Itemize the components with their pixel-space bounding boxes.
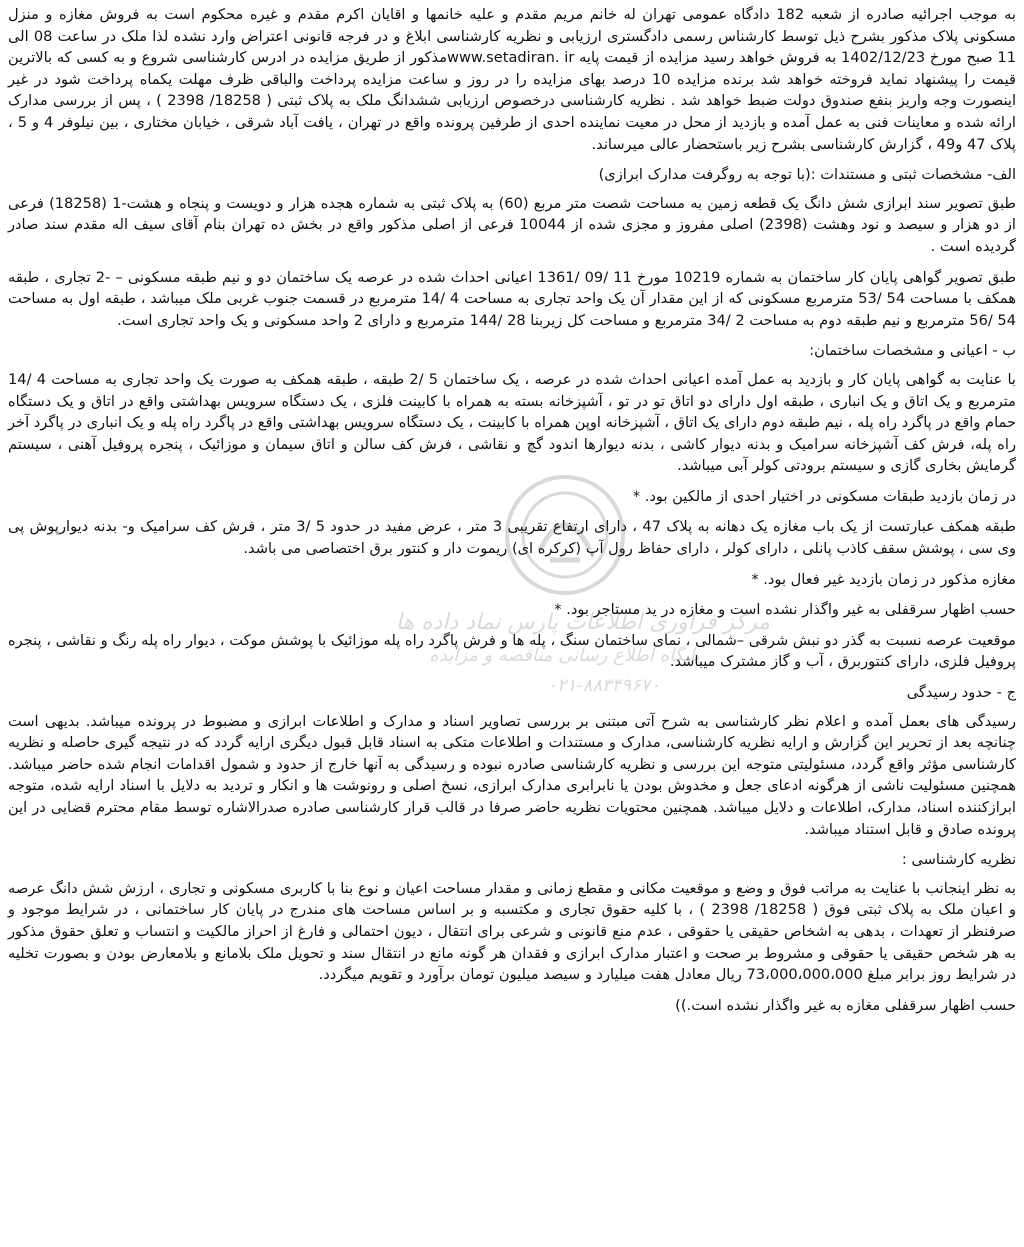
footer-note: حسب اظهار سرقفلی مغازه به غیر واگذار نشده است.)): [675, 996, 1016, 1014]
opinion-paragraph: به نظر اینجانب با عنایت به مراتب فوق و وضع و موقعیت مکانی و مقطع زمانی و مقدار مساحت اعیان و نوع بنا با کاربری مسکونی و تجاری ، ارزش شش دانگ عرصه و اعیان ملک به پلاک ثبتی فوق ( 18258/ 2398 ) ، با کلیه حقوق تجاری و مکتسبه و بر اساس مساحت های مندرج در پایان کار ساختمانی ، در شرایط موجود و صرفنظر از تعهدات ، بدهی به اشخاص حقیقی یا حقوقی ، عدم منع قانونی و شرعی برای انتقال ، دیون احتمالی و فارغ از احراز مالکیت و انتساب و تعلق حقوق مذکور به هر شخص حقیقی یا حقوقی و مشروط بر صحت و اعتبار مدارک ابرازی و فقدان هر گونه مانع در انتقال سند و تحویل ملک بلامانع و بلامعارض بودن و بصورت تخلیه در شرایط روز برابر مبلغ 73،000،000،000 ریال معادل هفت میلیارد و سیصد میلیون تومان برآورد و تقویم میگردد.: [8, 879, 1016, 984]
watermark-line-2: پایگاه اطلاع رسانی مناقصه و مزایده: [429, 645, 700, 666]
section-b-paragraph-3: طبقه همکف عبارتست از یک باب مغازه یک دهانه به پلاک 47 ، دارای ارتفاع تقریبی 3 متر ، عرض مفید در حدود 5 /3 متر ، فرش کف سرامیک و- بدنه دیوارپوش پی وی سی ، پوشش سقف کاذب پانلی ، دارای کولر ، دارای حفاظ رول آپ (کرکره ای) ریموت دار و کنتور برق اختصاصی می باشد.: [8, 518, 1017, 558]
section-b-paragraph-4: مغازه مذکور در زمان بازدید غیر فعال بود. *: [751, 570, 1016, 588]
section-b-paragraph-6: موقعیت عرصه نسبت به گذر دو نبش شرقی –شمالی ، نمای ساختمان سنگ ، پله ها و فرش پاگرد راه پله موزائیک با پوشش موکت ، دیوار راه پله رنگ و نقاشی ، پنجره پروفیل فلزی، دارای کنتوربرق ، آب و گاز مشترک میباشد.: [8, 631, 1016, 671]
section-a-paragraph-2: طبق تصویر گواهی پایان کار ساختمان به شماره 10219 مورخ 11 /09 /1361 اعیانی احداث شده در عرصه یک ساختمان دو و نیم طبقه مسکونی – -2 تجاری ، طبقه همکف با مساحت 54 /53 مترمربع مسکونی که از این مقدار آن یک واحد تجاری به مساحت 4 /14 مترمربع در قسمت جنوب غربی ملک میباشد ، طبقه اول به مساحت 54 /56 مترمربع و نیم طبقه دوم به مساحت 2 /34 مترمربع و مساحت کل زیربنا 28 /144 مترمربع و دارای 2 واحد مسکونی و یک واحد تجاری است.: [8, 268, 1017, 329]
intro-paragraph: به موجب اجرائیه صادره از شعبه 182 دادگاه عمومی تهران له خانم مریم مقدم و علیه خانمها و اقایان اکرم مقدم و غیره محکوم است به فروش مغازه و منزل مسکونی پلاک مذکور بشرح ذیل توسط کارشناس رسمی دادگستری ارزیابی و نظریه کارشناسی ابلاغ و در فرجه قانونی اعتراض وارد نشده لذا ملک در ساعت 08 الی 11 صبح مورخ 1402/12/23 به فروش خواهد رسید مزایده از قیمت پایه www.setadiran. irمذکور از طریق مزایده در ادرس کارشناسی شروع و به کسی که بالاترین قیمت را پیشنهاد نماید فروخته خواهد شد برنده مزایده 10 درصد بهای مزایده را در روز و ساعت مزایده پرداخت والباقی ظرف مهلت یکماه پرداخت شود در غیر اینصورت وجه واریز بنفع صندوق دولت ضبط خواهد شد . نظریه کارشناسی درخصوص ارزیابی ششدانگ ملک به پلاک ثبتی ( 18258/ 2398 ) ، پس از بررسی مدارک ارائه شده و معاینات فنی به عمل آمده و بازدید از محل در معیت نماینده احدی از طرفین پرونده واقع در تهران ، یافت آباد شرقی ، خیابان مختاری ، بین نیلوفر 4 و 5 ، پلاک 47 و49 ، گزارش کارشناسی بشرح زیر باستحضار عالی میرساند.: [8, 6, 1017, 153]
watermark-line-1: مرکز فراوری اطلاعات پارس نماد داده ها: [395, 610, 770, 635]
section-b-paragraph-5: حسب اظهار سرقفلی به غیر واگذار نشده است و مغازه در ید مستاجر بود. *: [554, 601, 1016, 619]
section-a-paragraph-1: طبق تصویر سند ابرازی شش دانگ یک قطعه زمین به مساحت شصت متر مربع (60) به پلاک ثبتی به شماره هجده هزار و دویست و پنجاه و هشت-1 (18258) فرعی از دو هزار و سیصد و نود وهشت (2398) اصلی مفروز و مجزی شده از 10044 فرعی از اصلی مذکور واقع در بخش ده تهران بنام آقای سیف اله مقدم سند صادر گردیده است .: [8, 194, 1016, 255]
section-b-heading: ب - اعیانی و مشخصات ساختمان:: [809, 342, 1016, 360]
section-c-heading: ج - حدود رسیدگی: [906, 684, 1016, 702]
opinion-heading: نظریه کارشناسی :: [901, 851, 1016, 869]
watermark-phone: ۰۲۱-۸۸۳۴۹۶۷۰: [547, 675, 660, 696]
section-a-heading: الف- مشخصات ثبتی و مستندات :(با توجه به روگرفت مدارک ابرازی): [598, 166, 1016, 184]
section-b-paragraph-2: در زمان بازدید طبقات مسکونی در اختیار احدی از مالکین بود. *: [632, 487, 1016, 505]
section-c-paragraph: رسیدگی های بعمل آمده و اعلام نظر کارشناسی به شرح آتی مبتنی بر بررسی تصاویر اسناد و مدارک و اطلاعات ابرازی و مضبوط در پرونده میباشد. بدیهی است چنانچه بعد از تحریر این گزارش و ارایه نظریه کارشناسی، مدارک و مستندات و اطلاعات متکی به اسناد قابل قبول دیگری ارایه گردد که در نتیجه گیری حاصله و نظریه کارشناسی مؤثر واقع گردد، مسئولیتی متوجه این بررسی و نظریه کارشناسی صادره نبوده و رسیدگی به آنها خارج از حدود و شمول اقدامات انجام شده حاضر میباشد. همچنین مسئولیت ناشی از هرگونه ادعای جعل و مخدوش بودن یا نابرابری مدارک ابرازی، نسخ اصلی و رونوشت ها و انکار و تردید به دلایل با اسناد ارایه شده، متوجه ابرازکننده اسناد، مدارک، اطلاعات و دلایل میباشد. همچنین محتویات نظریه حاضر صرفا در قالب قرار کارشناسی صادره صدرالاشاره توسط مقام محترم قضایی در این پرونده صادق و قابل استناد میباشد.: [8, 712, 1016, 838]
notice-body: [8, 4, 1016, 1016]
section-b-paragraph-1: با عنایت به گواهی پایان کار و بازدید به عمل آمده اعیانی احداث شده در عرصه ، یک ساختمان 5 /2 طبقه ، طبقه همکف به صورت یک واحد تجاری به مساحت 4 /14 مترمربع و یک اتاق و یک انباری ، طبقه اول دارای دو اتاق تو در تو ، آشپزخانه بسته به همراه با کابینت فلزی ، یک دستگاه سرویس بهداشتی واقع در اتاق و یک دستگاه حمام واقع در پاگرد راه پله ، نیم طبقه دوم دارای یک اتاق ، آشپزخانه اوپن همراه با کابینت ، یک دستگاه سرویس بهداشتی واقع در پاگرد راه پله و یک انباری در پاگرد آخر راه پله، فرش کف آشپزخانه سرامیک و بدنه دیوار کاشی ، بدنه دیوارها اندود گچ و نقاشی ، فرش کف سالن و اتاق سیمان و موزائیک ، پنجره پروفیل آهنی ، سیستم گرمایش بخاری گازی و سیستم برودتی کولر آبی میباشد.: [8, 370, 1016, 475]
